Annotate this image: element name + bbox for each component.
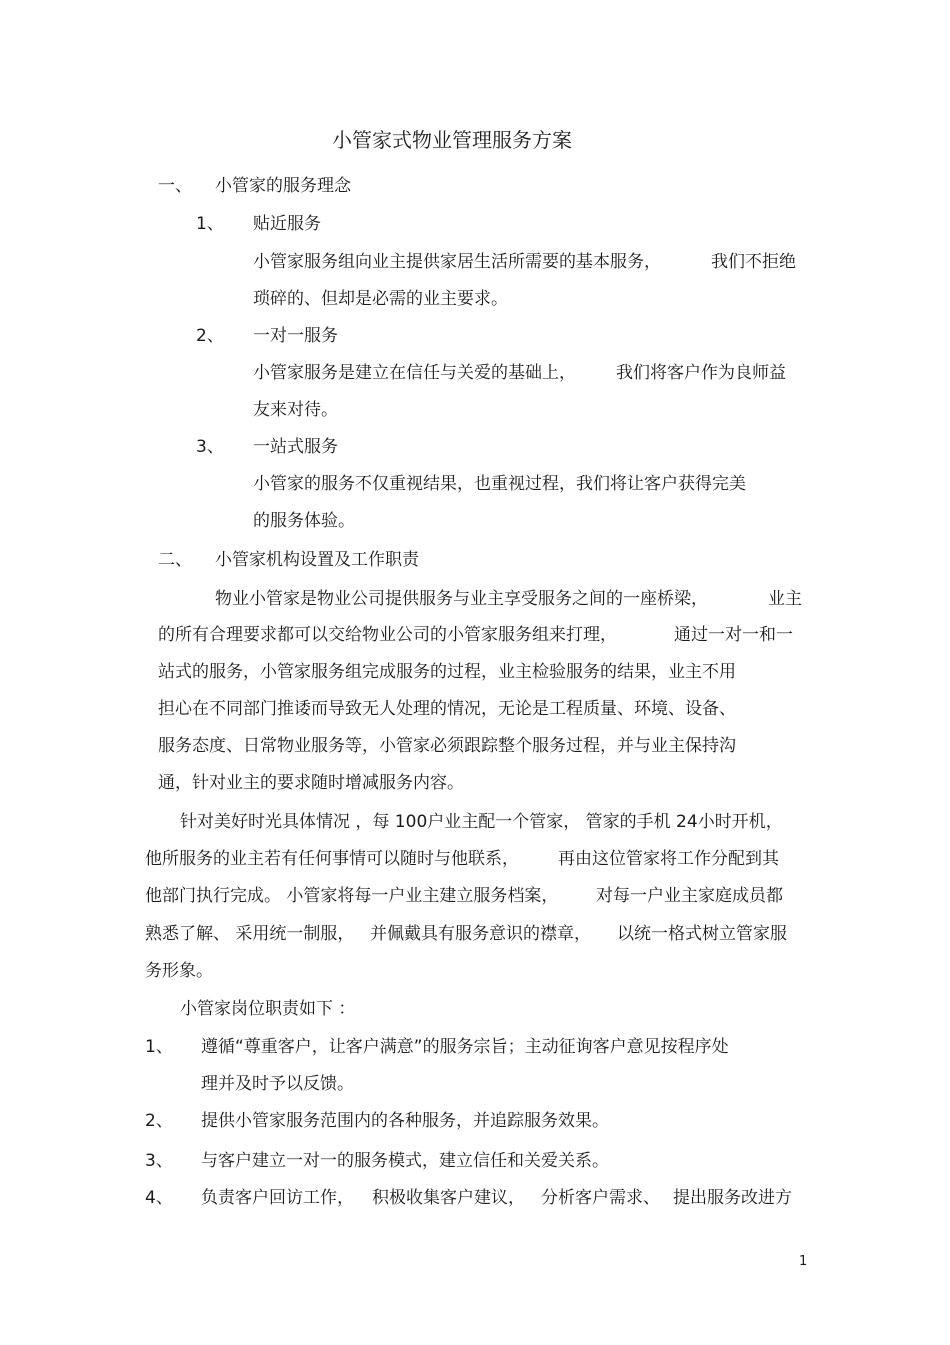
duty-line: 负责客户回访工作，	[201, 1188, 354, 1208]
paragraph-line: 以统一格式树立管家服	[617, 924, 787, 944]
paragraph-line: 我们将客户作为良师益	[616, 363, 786, 383]
item-heading: 一站式服务	[253, 437, 338, 457]
duty-line: 遵循“尊重客户，让客户满意”的服务宗旨；主动征询客户意见按程序处	[201, 1037, 729, 1057]
paragraph-line: 小管家服务组向业主提供家居生活所需要的基本服务，	[253, 252, 661, 272]
item-number: 1、	[196, 214, 224, 234]
paragraph-line: 他所服务的业主若有任何事情可以随时与他联系，	[145, 849, 519, 869]
item-heading: 贴近服务	[253, 214, 321, 234]
document-title: 小管家式物业管理服务方案	[332, 128, 572, 152]
page-number: 1	[799, 1254, 808, 1269]
paragraph-line: 琐碎的、但却是必需的业主要求。	[253, 289, 508, 309]
paragraph-line: 物业小管家是物业公司提供服务与业主享受服务之间的一座桥梁，	[215, 589, 708, 609]
duty-number: 1、	[145, 1037, 173, 1057]
duty-line: 分析客户需求、	[541, 1188, 660, 1208]
duty-line: 提供小管家服务范围内的各种服务，并追踪服务效果。	[201, 1111, 609, 1131]
duty-line: 理并及时予以反馈。	[201, 1074, 354, 1094]
item-number: 2、	[196, 326, 224, 346]
section-number: 一、	[158, 176, 192, 196]
section-heading: 小管家的服务理念	[215, 176, 351, 196]
paragraph-line: 小管家的服务不仅重视结果，也重视过程，我们将让客户获得完美	[253, 474, 746, 494]
item-number: 3、	[196, 437, 224, 457]
paragraph-line: 的服务体验。	[253, 511, 355, 531]
paragraph-line: 小管家服务是建立在信任与关爱的基础上，	[253, 363, 576, 383]
paragraph-line: 通，针对业主的要求随时增减服务内容。	[158, 773, 464, 793]
paragraph-line: 的所有合理要求都可以交给物业公司的小管家服务组来打理，	[158, 625, 617, 645]
duty-line: 积极收集客户建议，	[372, 1188, 525, 1208]
paragraph-line: 服务态度、日常物业服务等，小管家必须跟踪整个服务过程，并与业主保持沟	[158, 736, 736, 756]
paragraph-line: 熟悉了解、 采用统一制服，	[145, 924, 355, 944]
paragraph-line: 针对美好时光具体情况 ，每 100户业主配一个管家， 管家的手机 24小时开机，	[180, 812, 783, 832]
duties-intro: 小管家岗位职责如下 ：	[180, 999, 356, 1019]
paragraph-line: 我们不拒绝	[711, 252, 796, 272]
paragraph-line: 友来对待。	[253, 400, 338, 420]
paragraph-line: 再由这位管家将工作分配到其	[558, 849, 779, 869]
item-heading: 一对一服务	[253, 326, 338, 346]
paragraph-line: 站式的服务，小管家服务组完成服务的过程，业主检验服务的结果，业主不用	[158, 662, 736, 682]
duty-line: 与客户建立一对一的服务模式，建立信任和关爱关系。	[201, 1151, 609, 1171]
duty-line: 提出服务改进方	[673, 1188, 792, 1208]
paragraph-line: 他部门执行完成。 小管家将每一户业主建立服务档案，	[145, 886, 559, 906]
paragraph-line: 务形象。	[145, 961, 213, 981]
section-heading: 小管家机构设置及工作职责	[215, 550, 419, 570]
paragraph-line: 并佩戴具有服务意识的襟章，	[370, 924, 591, 944]
duty-number: 4、	[145, 1188, 173, 1208]
section-number: 二、	[158, 550, 192, 570]
paragraph-line: 担心在不同部门推诿而导致无人处理的情况，无论是工程质量、环境、设备、	[158, 699, 736, 719]
paragraph-line: 业主	[768, 589, 802, 609]
duty-number: 2、	[145, 1111, 173, 1131]
duty-number: 3、	[145, 1151, 173, 1171]
paragraph-line: 通过一对一和一	[674, 625, 793, 645]
paragraph-line: 对每一户业主家庭成员都	[596, 886, 783, 906]
